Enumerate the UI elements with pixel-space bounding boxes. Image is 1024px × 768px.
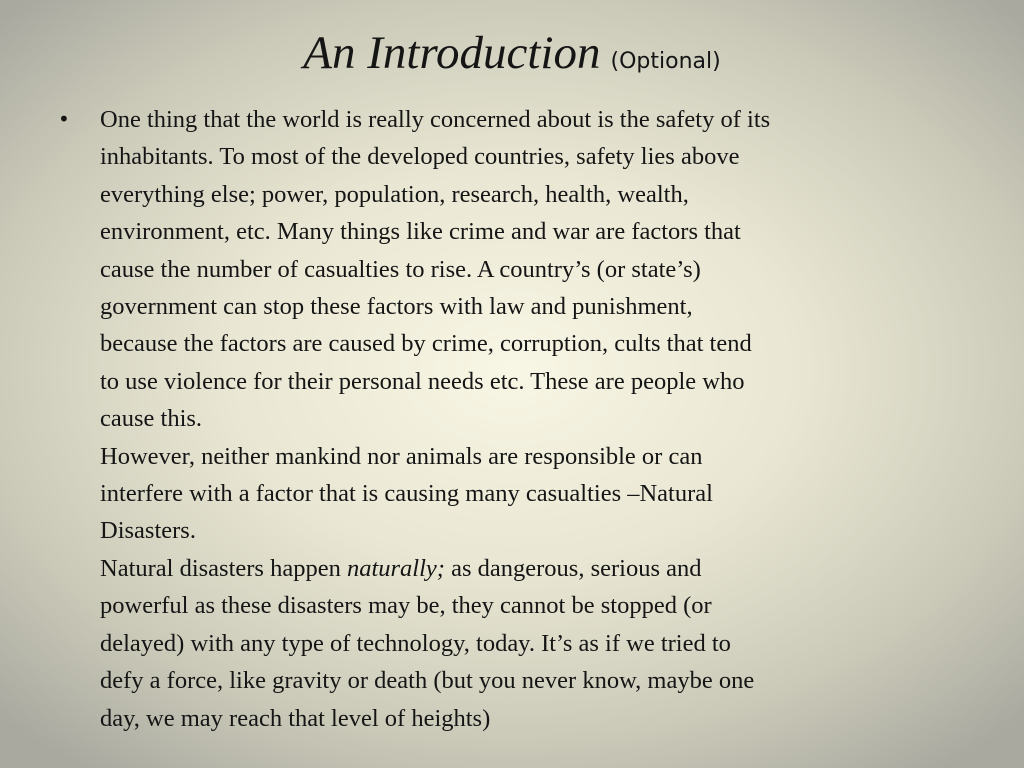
text-line: defy a force, like gravity or death (but you never know, maybe one <box>100 667 755 695</box>
emphasis-text: naturally; <box>346 554 445 582</box>
text-line: One thing that the world is really concerned about is the safety of its <box>100 106 771 133</box>
text-line: Disasters. <box>100 517 196 545</box>
text-segment: Natural disasters happen <box>100 554 347 582</box>
text-line-with-emphasis <box>100 550 980 587</box>
title-text: An Introduction <box>303 27 601 79</box>
paragraph-safety <box>100 101 980 438</box>
text-line: because the factors are caused by crime, corruption, cults that tend <box>100 330 752 358</box>
title-subtitle: (Optional) <box>610 49 721 74</box>
text-line: government can stop these factors with law and punishment, <box>100 293 693 321</box>
text-line: interfere with a factor that is causing many casualties –Natural <box>100 480 713 508</box>
text-line: cause the number of casualties to rise. A country’s (or state’s) <box>100 255 701 283</box>
text-line: However, neither mankind nor animals are responsible or can <box>100 442 703 470</box>
paragraph-natural-disasters <box>100 438 980 550</box>
text-line: delayed) with any type of technology, today. It’s as if we tried to <box>100 629 731 657</box>
text-line: everything else; power, population, research, health, wealth, <box>100 180 689 208</box>
text-line: inhabitants. To most of the developed countries, safety lies above <box>100 143 740 171</box>
text-line: environment, etc. Many things like crime and war are factors that <box>100 218 741 246</box>
bullet-icon: • <box>58 107 70 131</box>
text-line: to use violence for their personal needs etc. These are people who <box>100 367 745 395</box>
paragraph-technology <box>100 550 980 737</box>
bullet-text-block <box>58 101 980 737</box>
slide-title <box>0 26 1024 80</box>
text-line: powerful as these disasters may be, they cannot be stopped (or <box>100 592 712 620</box>
text-line: day, we may reach that level of heights) <box>100 704 491 732</box>
text-segment: as dangerous, serious and <box>444 554 702 582</box>
text-line: cause this. <box>100 405 203 433</box>
